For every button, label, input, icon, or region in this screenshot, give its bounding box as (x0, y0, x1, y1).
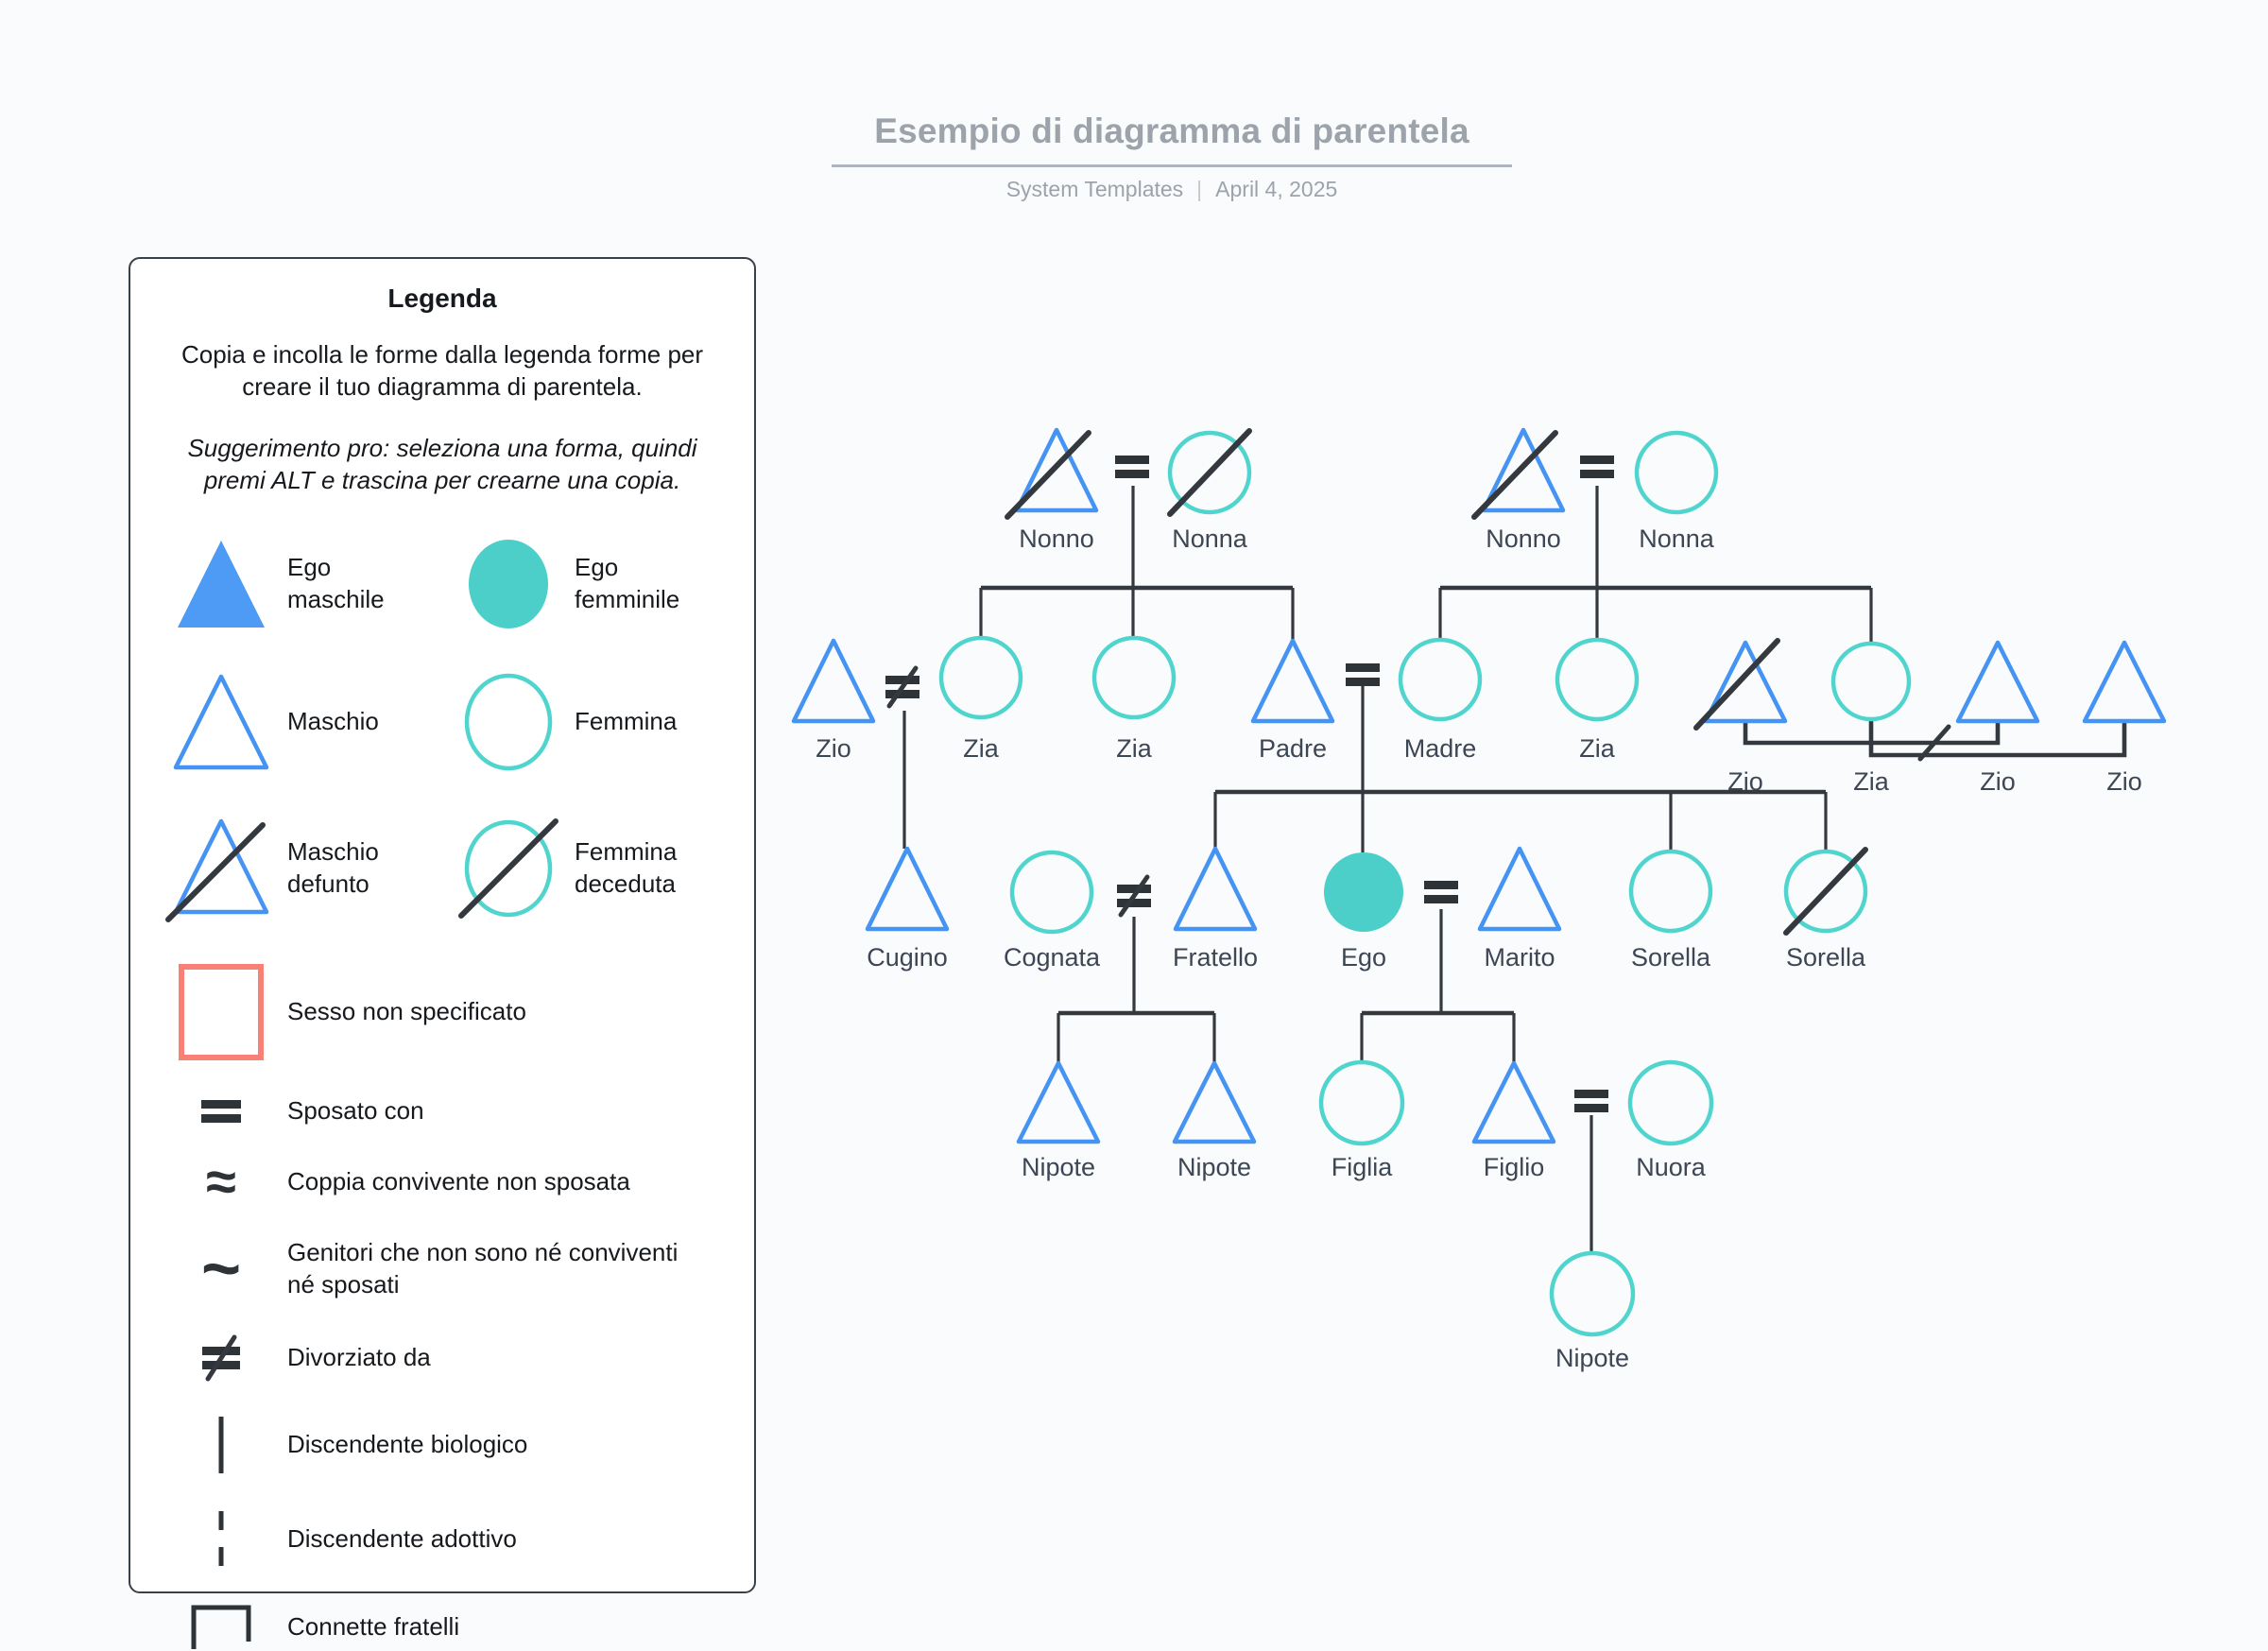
person-label: Nipote (1021, 1153, 1096, 1181)
person-label: Zio (1980, 767, 2016, 796)
person-label: Zia (1116, 734, 1152, 763)
person-ego-filled-circle[interactable] (1324, 852, 1403, 932)
person-husband-triangle[interactable] (1480, 849, 1559, 929)
cohabiting-approx-icon[interactable]: ≈ (206, 1151, 236, 1213)
married-equals-symbol[interactable] (1574, 1090, 1608, 1112)
legend-intro: Copia e incolla le forme dalla legenda forme per creare il tuo diagramma di parentela. (180, 340, 704, 402)
person-label: Zio (816, 734, 851, 763)
legend-item-label: Coppia convivente non sposata (287, 1167, 630, 1196)
person-label: Cognata (1003, 943, 1101, 972)
person-label: Zio (1727, 767, 1763, 796)
person-grandmother2-circle[interactable] (1637, 433, 1716, 512)
legend-item-label: Maschio defunto (287, 837, 379, 899)
person-label: Sorella (1630, 943, 1711, 972)
legend-tip: Suggerimento pro: seleziona una forma, quindi premi ALT e trascina per crearne una copia. (187, 433, 697, 494)
person-aunt2-circle[interactable] (1094, 638, 1174, 717)
person-label: Nuora (1636, 1153, 1706, 1181)
date: April 4, 2025 (1215, 177, 1338, 201)
unpartnered-parents-tilde-icon[interactable]: ~ (200, 1230, 242, 1307)
page-title: Esempio di diagramma di parentela (874, 112, 1469, 150)
generation-grandchildren (1552, 1253, 1633, 1372)
legend-item-label: Discendente adottivo (287, 1523, 517, 1553)
person-label: Nonna (1172, 525, 1247, 553)
person-nephew2-triangle[interactable] (1175, 1063, 1254, 1142)
person-label: Figlio (1483, 1153, 1545, 1181)
legend-item-label: Genitori che non sono né conviventi né sposati (287, 1238, 679, 1298)
married-equals-symbol[interactable] (1346, 663, 1380, 686)
generation-grandparents (1007, 430, 1716, 553)
person-uncle2-triangle[interactable] (1706, 643, 1785, 721)
generation-parents (794, 638, 2164, 796)
person-nephew1-triangle[interactable] (1019, 1063, 1098, 1142)
person-daughter-circle[interactable] (1321, 1062, 1402, 1144)
person-uncle4-triangle[interactable] (2085, 643, 2164, 721)
person-label: Nipote (1555, 1344, 1630, 1372)
connectors (904, 486, 2124, 1253)
person-label: Ego (1340, 943, 1387, 972)
person-label: Sorella (1785, 943, 1866, 972)
person-daughter-in-law-circle[interactable] (1630, 1062, 1711, 1144)
person-label: Nipote (1177, 1153, 1252, 1181)
legend-item-label: Femmina (575, 707, 678, 736)
legend-title: Legenda (387, 284, 497, 313)
subtitle-separator: | (1196, 177, 1203, 201)
person-aunt1-circle[interactable] (941, 638, 1021, 717)
person-label: Zia (1853, 767, 1889, 796)
person-sister-in-law-circle[interactable] (1012, 852, 1091, 932)
legend-item-label: Ego maschile (287, 553, 385, 614)
person-label: Figlia (1331, 1153, 1393, 1181)
legend-item-label: Ego femminile (575, 553, 680, 614)
author: System Templates (1005, 177, 1184, 201)
person-aunt3-circle[interactable] (1557, 640, 1637, 719)
person-label: Madre (1403, 734, 1477, 763)
person-brother-triangle[interactable] (1176, 849, 1255, 929)
person-label: Nonno (1019, 525, 1094, 553)
married-equals-symbol[interactable] (1115, 456, 1149, 478)
married-equals-symbol[interactable] (1580, 456, 1614, 478)
person-label: Padre (1258, 734, 1328, 763)
person-mother-circle[interactable] (1400, 640, 1480, 719)
generation-ego (867, 849, 1866, 972)
person-grandchild-circle[interactable] (1552, 1253, 1633, 1334)
married-equals-symbol[interactable] (1424, 881, 1458, 903)
person-label: Nonno (1486, 525, 1561, 553)
person-label: Zia (963, 734, 999, 763)
person-label: Nonna (1639, 525, 1714, 553)
person-label: Marito (1484, 943, 1555, 972)
person-uncle3-triangle[interactable] (1958, 643, 2037, 721)
person-son-triangle[interactable] (1474, 1063, 1554, 1142)
legend-item-label: Divorziato da (287, 1342, 431, 1371)
person-sister1-circle[interactable] (1631, 851, 1710, 931)
legend-item-label: Discendente biologico (287, 1429, 528, 1458)
legend-item-label: Maschio (287, 707, 379, 736)
person-aunt4-circle[interactable] (1833, 644, 1909, 719)
legend-item-label: Connette fratelli (287, 1611, 460, 1641)
divorced-symbol[interactable] (1117, 877, 1151, 915)
person-uncle1-triangle[interactable] (794, 641, 873, 721)
person-label: Zio (2106, 767, 2142, 796)
legend-item-label: Sesso non specificato (287, 997, 526, 1026)
generation-children (1019, 1062, 1711, 1181)
person-label: Cugino (867, 943, 948, 972)
person-cousin-triangle[interactable] (868, 849, 947, 929)
person-father-triangle[interactable] (1253, 641, 1332, 721)
person-label: Fratello (1172, 943, 1259, 972)
legend-item-label: Sposato con (287, 1096, 424, 1126)
person-label: Zia (1579, 734, 1615, 763)
legend-item-label: Femmina deceduta (575, 837, 678, 899)
divorced-symbol[interactable] (885, 668, 919, 706)
